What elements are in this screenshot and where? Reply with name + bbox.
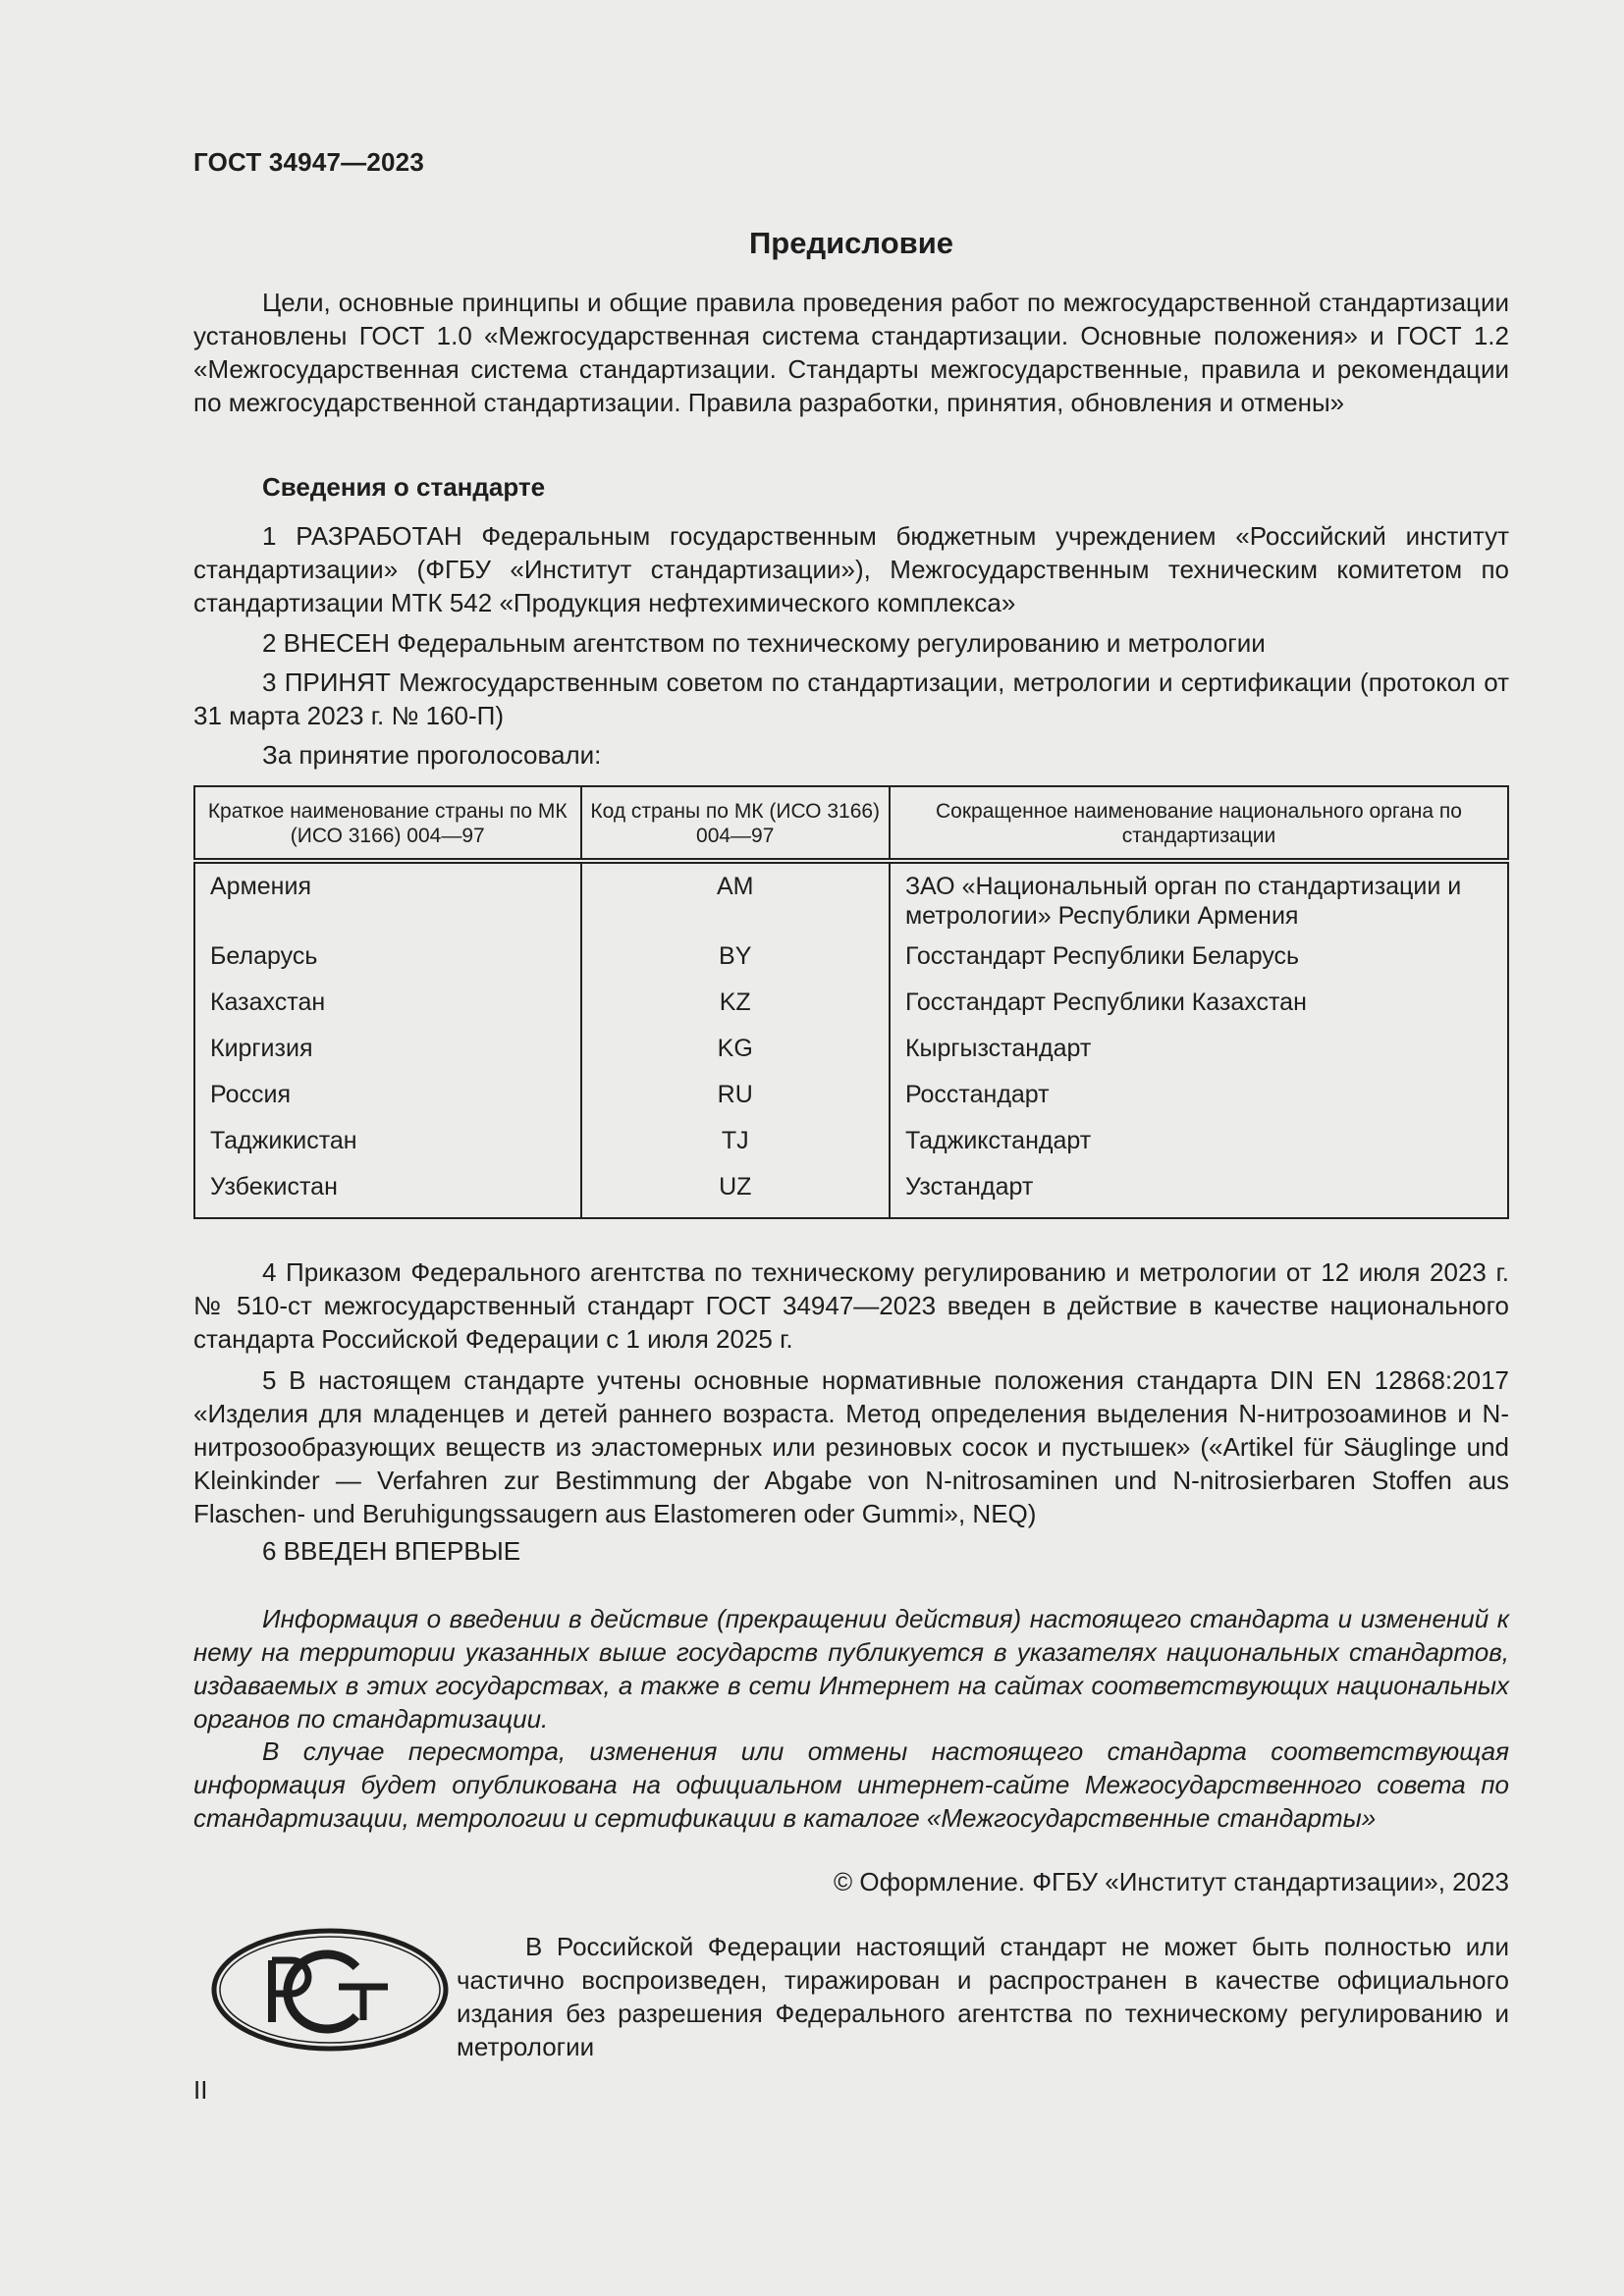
body-cell: ЗАО «Национальный орган по стандартизации и метрологии» Республики Армения bbox=[890, 861, 1508, 938]
code-cell: TJ bbox=[581, 1123, 890, 1169]
body-cell: Госстандарт Республики Казахстан bbox=[890, 985, 1508, 1031]
table-row bbox=[194, 985, 1508, 1031]
rst-conformity-mark-icon bbox=[209, 1926, 451, 2054]
page-number: II bbox=[193, 2075, 208, 2105]
table-row bbox=[194, 1031, 1508, 1077]
table-row bbox=[194, 1169, 1508, 1218]
voting-countries-table bbox=[193, 785, 1509, 1219]
body-cell: Кыргызстандарт bbox=[890, 1031, 1508, 1077]
code-cell: KG bbox=[581, 1031, 890, 1077]
code-cell: BY bbox=[581, 938, 890, 985]
country-cell: Узбекистан bbox=[194, 1169, 581, 1218]
item-adopted: 3 ПРИНЯТ Межгосударственным советом по стандартизации, метрологии и сертификации (протокол от 31 марта 2023 г. № 160-П) bbox=[193, 667, 1509, 730]
note-info: Информация о введении в действие (прекращении действия) настоящего стандарта и изменений к нему на территории указанных выше государств публикуется в указателях национальных стандартов, издаваемых в этих государствах, а также в сети Интернет на сайтах соответствующих национальных органов по стандартизации. bbox=[193, 1604, 1509, 1734]
column-header-code: Код страны по МК (ИСО 3166) 004—97 bbox=[581, 786, 890, 861]
code-cell: RU bbox=[581, 1077, 890, 1123]
note-revision: В случае пересмотра, изменения или отмены настоящего стандарта соответствующая информация будет опубликована на официальном интернет-сайте Межгосударственного совета по стандартизации, метрологии и сертификации в каталоге «Межгосударственные стандарты» bbox=[193, 1736, 1509, 1833]
item-din-reference: 5 В настоящем стандарте учтены основные нормативные положения стандарта DIN EN 12868:2017 «Изделия для младенцев и детей раннего возраста. Метод определения выделения N-нитрозоаминов и N-нитрозообразующих веществ из эластомерных или резиновых сосок и пустышек» («Artikel für Säuglinge und Kleinkinder — Verfahren zur Bestimmung der Abgabe von N-nitrosaminen und N-nitrosierbaren Stoffen aus Flaschen- und Beruhigungssaugern aus Elastomeren oder Gummi», NEQ) bbox=[193, 1365, 1509, 1528]
country-cell: Беларусь bbox=[194, 938, 581, 985]
code-cell: KZ bbox=[581, 985, 890, 1031]
table-header-row bbox=[194, 786, 1508, 861]
body-cell: Госстандарт Республики Беларусь bbox=[890, 938, 1508, 985]
item-first-introduced: 6 ВВЕДЕН ВПЕРВЫЕ bbox=[262, 1536, 521, 1566]
item-order: 4 Приказом Федерального агентства по техническому регулированию и метрологии от 12 июля 2023 г. № 510-ст межгосударственный стандарт ГОСТ 34947—2023 введен в действие в качестве национального стандарта Российской Федерации с 1 июля 2025 г. bbox=[193, 1257, 1509, 1354]
voted-intro: За принятие проголосовали: bbox=[262, 740, 602, 770]
body-cell: Росстандарт bbox=[890, 1077, 1508, 1123]
table-row bbox=[194, 938, 1508, 985]
country-cell: Таджикистан bbox=[194, 1123, 581, 1169]
column-header-body: Сокращенное наименование национального органа по стандартизации bbox=[890, 786, 1508, 861]
body-cell: Узстандарт bbox=[890, 1169, 1508, 1218]
page-title: Предисловие bbox=[748, 226, 953, 260]
country-cell: Россия bbox=[194, 1077, 581, 1123]
code-cell: UZ bbox=[581, 1169, 890, 1218]
code-cell: AM bbox=[581, 861, 890, 938]
table-row bbox=[194, 861, 1508, 938]
table-row bbox=[194, 1077, 1508, 1123]
standard-code: ГОСТ 34947—2023 bbox=[193, 147, 424, 177]
section-subheading: Сведения о стандарте bbox=[262, 472, 546, 502]
intro-paragraph: Цели, основные принципы и общие правила проведения работ по межгосударственной стандартизации установлены ГОСТ 1.0 «Межгосударственная система стандартизации. Основные положения» и ГОСТ 1.2 «Межгосударственная система стандартизации. Стандарты межгосударственные, правила и рекомендации по межгосударственной стандартизации. Правила разработки, принятия, обновления и отмены» bbox=[193, 288, 1509, 417]
country-cell: Киргизия bbox=[194, 1031, 581, 1077]
column-header-country: Краткое наименование страны по МК (ИСО 3166) 004—97 bbox=[194, 786, 581, 861]
item-developed: 1 РАЗРАБОТАН Федеральным государственным бюджетным учреждением «Российский институт стандартизации» (ФГБУ «Институт стандартизации»), Межгосударственным техническим комитетом по стандартизации МТК 542 «Продукция нефтехимического комплекса» bbox=[193, 521, 1509, 617]
body-cell: Таджикстандарт bbox=[890, 1123, 1508, 1169]
country-cell: Казахстан bbox=[194, 985, 581, 1031]
country-cell: Армения bbox=[194, 861, 581, 938]
copyright-line: © Оформление. ФГБУ «Институт стандартизации», 2023 bbox=[834, 1867, 1509, 1896]
item-introduced: 2 ВНЕСЕН Федеральным агентством по техническому регулированию и метрологии bbox=[262, 628, 1266, 658]
reproduction-notice: В Российской Федерации настоящий стандарт не может быть полностью или частично воспроизведен, тиражирован и распространен в качестве официального издания без разрешения Федерального агентства по техническому регулированию и метрологии bbox=[457, 1932, 1509, 2061]
table-row bbox=[194, 1123, 1508, 1169]
